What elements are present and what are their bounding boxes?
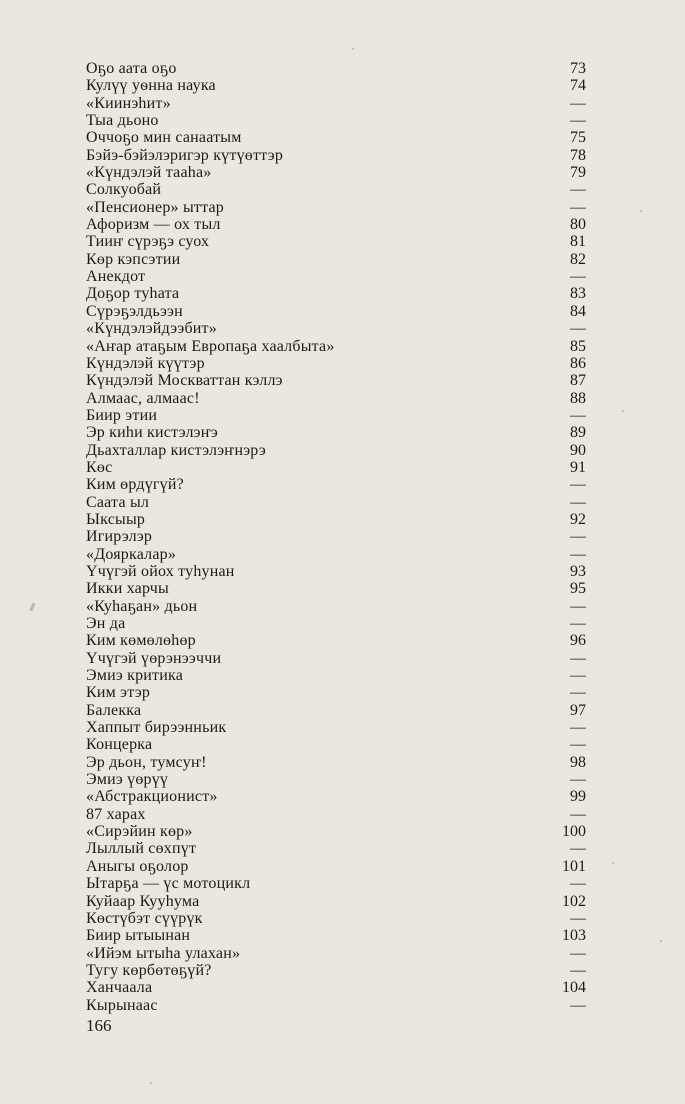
toc-entry-page: 97 — [556, 702, 586, 719]
toc-entry — [86, 233, 586, 250]
paper-speck — [612, 862, 614, 864]
toc-entry-title: Куйаар Кууһума — [86, 893, 203, 910]
toc-entry-page: 75 — [556, 129, 586, 146]
toc-entry-page: 99 — [556, 788, 586, 805]
table-of-contents — [86, 60, 586, 1014]
toc-entry-title: Көстүбэт сүүрүк — [86, 910, 207, 927]
toc-entry-page: 91 — [556, 459, 586, 476]
toc-entry-page: — — [556, 494, 586, 511]
toc-entry-title: Солкуобай — [86, 181, 165, 198]
toc-entry-page: 83 — [556, 285, 586, 302]
toc-entry-page: — — [556, 199, 586, 216]
toc-entry-page: 73 — [556, 60, 586, 77]
toc-entry-title: Эр дьон, тумсуҥ! — [86, 754, 211, 771]
toc-entry — [86, 962, 586, 979]
toc-entry — [86, 442, 586, 459]
toc-entry-title: Ким өрдүгүй? — [86, 476, 188, 493]
toc-entry-title: Күндэлэй күүтэр — [86, 355, 209, 372]
toc-entry-title: Саата ыл — [86, 494, 153, 511]
toc-entry-page: — — [556, 684, 586, 701]
toc-entry — [86, 702, 586, 719]
toc-entry — [86, 632, 586, 649]
toc-entry — [86, 77, 586, 94]
toc-entry — [86, 650, 586, 667]
toc-entry-title: Көр кэпсэтии — [86, 251, 184, 268]
toc-entry-page: — — [556, 268, 586, 285]
toc-entry-title: Сүрэҕэлдьээн — [86, 303, 187, 320]
toc-entry-title: «Күндэлэй тааһа» — [86, 164, 215, 181]
toc-entry-page: — — [556, 476, 586, 493]
toc-entry — [86, 355, 586, 372]
toc-entry — [86, 840, 586, 857]
toc-entry — [86, 771, 586, 788]
toc-entry-title: Оччоҕо мин санаатым — [86, 129, 246, 146]
toc-entry — [86, 875, 586, 892]
toc-entry — [86, 181, 586, 198]
toc-entry — [86, 60, 586, 77]
toc-entry-page: 85 — [556, 338, 586, 355]
toc-entry — [86, 147, 586, 164]
toc-entry — [86, 251, 586, 268]
toc-entry-page: — — [556, 875, 586, 892]
toc-entry-title: Ытарҕа — үс мотоцикл — [86, 875, 254, 892]
toc-entry-page: — — [556, 528, 586, 545]
toc-entry — [86, 164, 586, 181]
paper-speck — [150, 1082, 152, 1084]
toc-entry-title: Игирэлэр — [86, 528, 156, 545]
toc-entry — [86, 823, 586, 840]
toc-entry-title: Бэйэ-бэйэлэригэр күтүөттэр — [86, 147, 287, 164]
toc-entry — [86, 320, 586, 337]
toc-entry-page: — — [556, 945, 586, 962]
toc-entry — [86, 424, 586, 441]
toc-entry-page: — — [556, 997, 586, 1014]
toc-entry-title: «Күндэлэйдээбит» — [86, 320, 221, 337]
toc-entry — [86, 199, 586, 216]
toc-entry-page: — — [556, 320, 586, 337]
toc-entry — [86, 615, 586, 632]
toc-entry — [86, 997, 586, 1014]
toc-entry-title: «Дояркалар» — [86, 546, 180, 563]
toc-entry-title: Алмаас, алмаас! — [86, 390, 204, 407]
toc-entry-page: 90 — [556, 442, 586, 459]
toc-entry — [86, 372, 586, 389]
toc-entry — [86, 667, 586, 684]
toc-entry-page: 93 — [556, 563, 586, 580]
toc-entry-page: 101 — [556, 858, 586, 875]
toc-entry-page: — — [556, 771, 586, 788]
toc-entry-title: Ким этэр — [86, 684, 154, 701]
toc-entry-title: «Аҥар атаҕым Европаҕа хаалбыта» — [86, 338, 339, 355]
toc-entry-page: 74 — [556, 77, 586, 94]
toc-entry-page: 78 — [556, 147, 586, 164]
toc-entry — [86, 580, 586, 597]
toc-entry-page: — — [556, 181, 586, 198]
toc-entry-page: — — [556, 719, 586, 736]
toc-entry-title: Тугу көрбөтөҕүй? — [86, 962, 216, 979]
toc-entry-title: Үчүгэй үөрэнээччи — [86, 650, 225, 667]
toc-entry-page: 92 — [556, 511, 586, 528]
toc-entry-page: 80 — [556, 216, 586, 233]
toc-entry-page: — — [556, 598, 586, 615]
toc-entry-page: 88 — [556, 390, 586, 407]
toc-entry — [86, 511, 586, 528]
toc-entry — [86, 268, 586, 285]
toc-entry-page: 89 — [556, 424, 586, 441]
toc-entry-page: 103 — [556, 927, 586, 944]
toc-entry — [86, 95, 586, 112]
toc-entry-title: Эмиэ критика — [86, 667, 187, 684]
toc-entry — [86, 858, 586, 875]
toc-entry-page: — — [556, 840, 586, 857]
toc-entry-page: 87 — [556, 372, 586, 389]
toc-entry-title: Тииҥ сүрэҕэ суох — [86, 233, 213, 250]
toc-entry — [86, 598, 586, 615]
toc-entry-page: 96 — [556, 632, 586, 649]
toc-entry-title: Көс — [86, 459, 116, 476]
toc-entry-page: — — [556, 650, 586, 667]
toc-entry-title: Анекдот — [86, 268, 149, 285]
toc-entry-title: «Киинэһит» — [86, 95, 175, 112]
toc-entry — [86, 806, 586, 823]
toc-entry-title: Концерка — [86, 736, 156, 753]
toc-entry — [86, 754, 586, 771]
paper-speck — [660, 940, 662, 942]
toc-entry — [86, 945, 586, 962]
toc-entry — [86, 390, 586, 407]
toc-entry-page: — — [556, 910, 586, 927]
toc-entry-title: Аныгы оҕолор — [86, 858, 193, 875]
toc-entry — [86, 216, 586, 233]
toc-entry — [86, 285, 586, 302]
toc-entry-page: 81 — [556, 233, 586, 250]
toc-entry — [86, 719, 586, 736]
toc-entry-page: 95 — [556, 580, 586, 597]
toc-entry-page: 82 — [556, 251, 586, 268]
toc-entry-title: Үчүгэй ойох туһунан — [86, 563, 239, 580]
paper-speck — [29, 603, 35, 612]
toc-entry-title: Икки харчы — [86, 580, 173, 597]
toc-entry-page: 102 — [556, 893, 586, 910]
toc-entry-page: — — [556, 546, 586, 563]
toc-entry — [86, 338, 586, 355]
toc-entry-title: 87 харах — [86, 806, 150, 823]
toc-entry-title: Хаппыт бирээнньик — [86, 719, 230, 736]
toc-entry — [86, 684, 586, 701]
toc-entry-page: — — [556, 806, 586, 823]
toc-entry-title: Доҕор туһата — [86, 285, 183, 302]
toc-entry-page: — — [556, 962, 586, 979]
toc-entry-page: — — [556, 407, 586, 424]
toc-entry-title: Ким көмөлөһөр — [86, 632, 200, 649]
toc-entry-title: Дьахталлар кистэлэҥнэрэ — [86, 442, 270, 459]
paper-speck — [352, 48, 354, 50]
toc-entry — [86, 303, 586, 320]
toc-entry-title: «Сирэйин көр» — [86, 823, 197, 840]
toc-entry — [86, 129, 586, 146]
toc-entry — [86, 563, 586, 580]
page-number: 166 — [86, 1016, 112, 1035]
toc-entry — [86, 546, 586, 563]
toc-entry-page: — — [556, 667, 586, 684]
toc-entry — [86, 979, 586, 996]
toc-entry-title: Биир этии — [86, 407, 161, 424]
toc-entry-title: Афоризм — ох тыл — [86, 216, 225, 233]
toc-entry — [86, 112, 586, 129]
paper-speck — [622, 410, 624, 412]
toc-entry — [86, 893, 586, 910]
toc-entry — [86, 407, 586, 424]
toc-entry — [86, 476, 586, 493]
toc-entry-page: 98 — [556, 754, 586, 771]
toc-entry-title: Ханчаала — [86, 979, 156, 996]
toc-entry — [86, 736, 586, 753]
toc-entry-title: Эр киһи кистэлэҥэ — [86, 424, 222, 441]
toc-entry-title: «Куһаҕан» дьон — [86, 598, 201, 615]
toc-entry-title: «Абстракционист» — [86, 788, 222, 805]
toc-entry-title: Балекка — [86, 702, 145, 719]
toc-entry-title: Оҕо аата оҕо — [86, 60, 181, 77]
toc-entry-title: Эн да — [86, 615, 129, 632]
toc-entry-page: — — [556, 112, 586, 129]
toc-entry-page: — — [556, 95, 586, 112]
toc-entry — [86, 910, 586, 927]
toc-entry-page: 104 — [556, 979, 586, 996]
toc-entry — [86, 528, 586, 545]
toc-entry-page: — — [556, 615, 586, 632]
toc-entry-title: «Пенсионер» ыттар — [86, 199, 228, 216]
toc-entry-title: Лыллый сөхпүт — [86, 840, 200, 857]
toc-entry-page: 84 — [556, 303, 586, 320]
toc-entry-title: Кырынаас — [86, 997, 162, 1014]
toc-entry-title: Күндэлэй Москваттан кэллэ — [86, 372, 287, 389]
toc-entry-title: Тыа дьоно — [86, 112, 163, 129]
toc-entry-page: 79 — [556, 164, 586, 181]
toc-entry-title: Ыксыыр — [86, 511, 149, 528]
paper-speck — [640, 210, 642, 212]
toc-entry-title: Биир ытыынан — [86, 927, 194, 944]
toc-entry — [86, 788, 586, 805]
toc-entry-page: 86 — [556, 355, 586, 372]
toc-entry-title: Эмиэ үөрүү — [86, 771, 172, 788]
toc-entry — [86, 494, 586, 511]
toc-entry-title: «Ийэм ытыһа улахан» — [86, 945, 244, 962]
toc-entry-page: 100 — [556, 823, 586, 840]
toc-entry — [86, 459, 586, 476]
toc-entry-page: — — [556, 736, 586, 753]
toc-entry-title: Кулүү уѳнна наука — [86, 77, 220, 94]
toc-entry — [86, 927, 586, 944]
